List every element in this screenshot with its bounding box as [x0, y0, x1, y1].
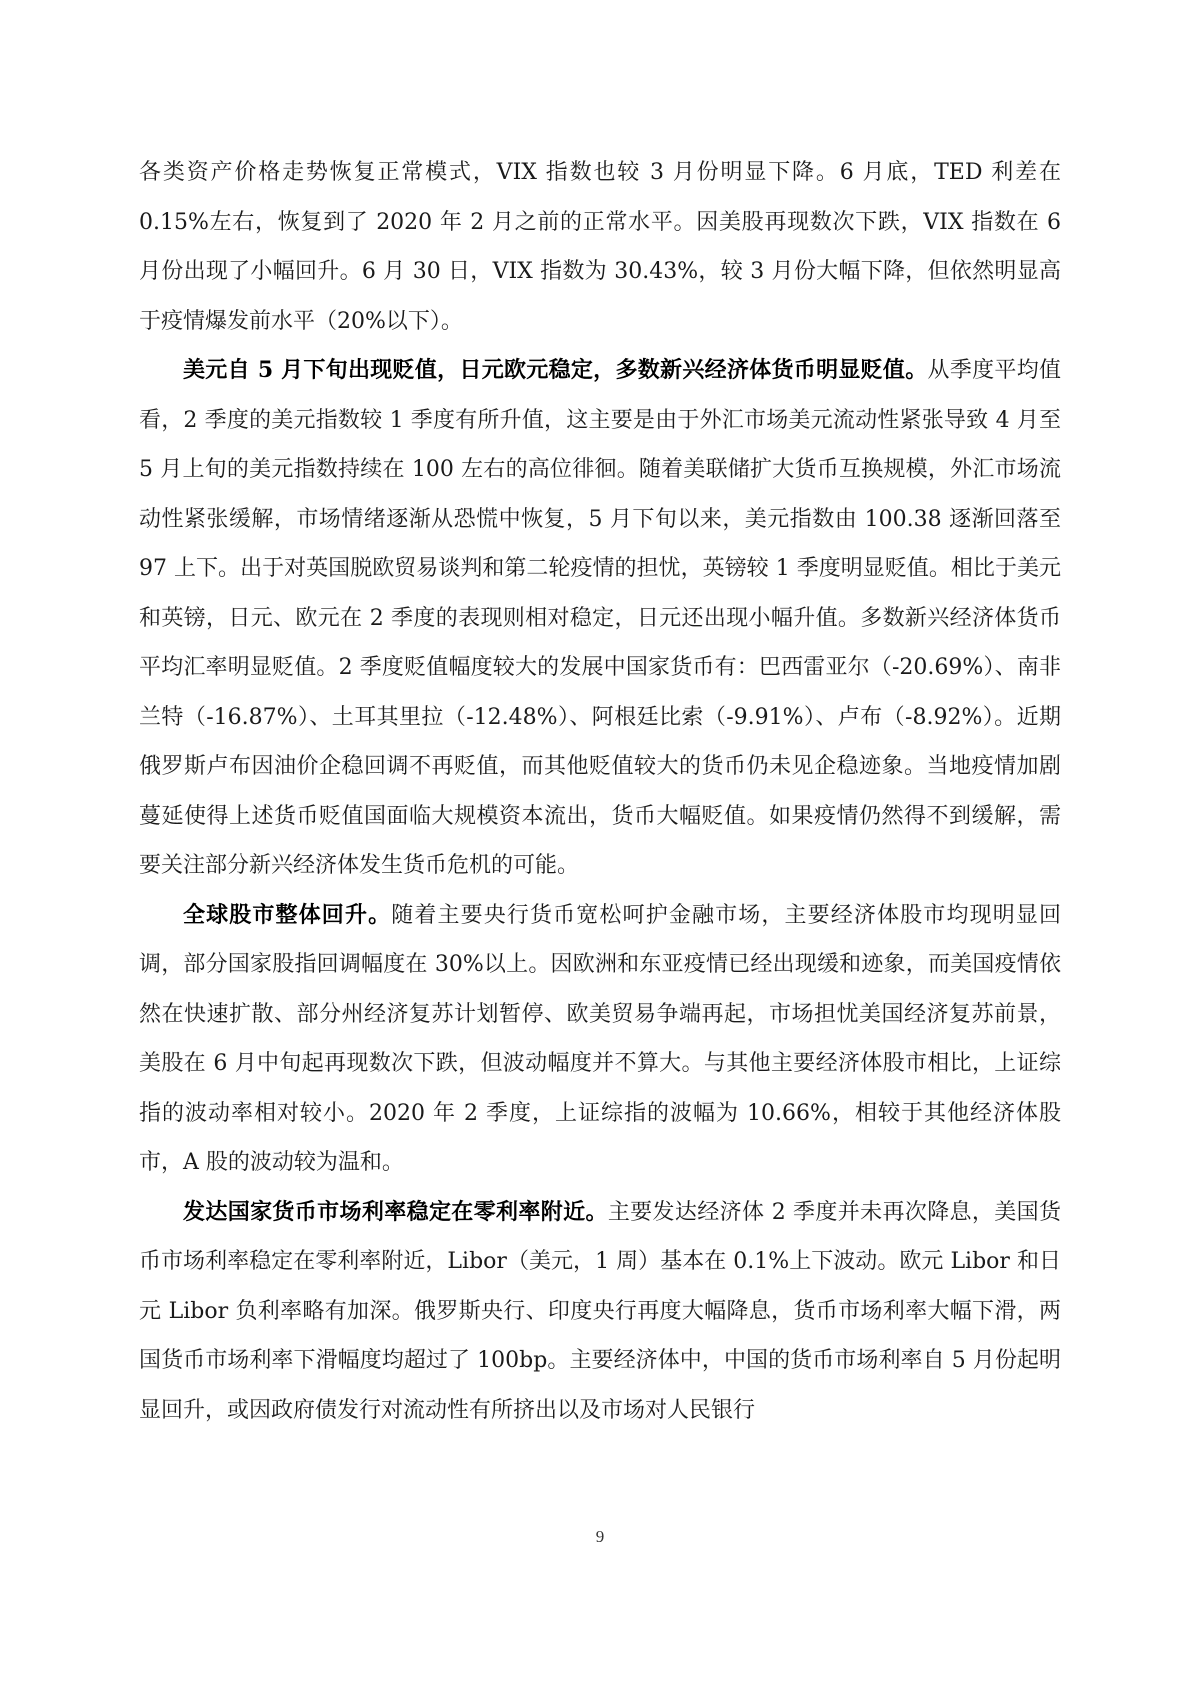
paragraph-text: 从季度平均值看，2 季度的美元指数较 1 季度有所升值，这主要是由于外汇市场美元流动性紧张导致 4 月至 5 月上旬的美元指数持续在 100 左右的高位徘徊。随着美联储扩大货币互换规模，外汇市场流动性紧张缓解，市场情绪逐渐从恐慌中恢复，5 月下旬以来，美元指数由 100.38 逐渐回落至 97 上下。出于对英国脱欧贸易谈判和第二轮疫情的担忧，英镑较 1 季度明显贬值。相比于美元和英镑，日元、欧元在 2 季度的表现则相对稳定，日元还出现小幅升值。多数新兴经济体货币平均汇率明显贬值。2 季度贬值幅度较大的发展中国家货币有：巴西雷亚尔（-20.69%）、南非兰特（-16.87%）、土耳其里拉（-12.48%）、阿根廷比索（-9.91%）、卢布（-8.92%）。近期俄罗斯卢布因油价企稳回调不再贬值，而其他贬值较大的货币仍未见企稳迹象。当地疫情加剧蔓延使得上述货币贬值国面临大规模资本流出，货币大幅贬值。如果疫情仍然得不到缓解，需要关注部分新兴经济体发生货币危机的可能。	[139, 358, 1061, 878]
paragraph-text: 随着主要央行货币宽松呵护金融市场，主要经济体股市均现明显回调，部分国家股指回调幅度在 30%以上。因欧洲和东亚疫情已经出现缓和迹象，而美国疫情依然在快速扩散、部分州经济复苏计划暂停、欧美贸易争端再起，市场担忧美国经济复苏前景，美股在 6 月中旬起再现数次下跌，但波动幅度并不算大。与其他主要经济体股市相比，上证综指的波动率相对较小。2020 年 2 季度，上证综指的波幅为 10.66%，相较于其他经济体股市，A 股的波动较为温和。	[139, 902, 1061, 1175]
paragraph-heading: 发达国家货币市场利率稳定在零利率附近。	[183, 1198, 608, 1225]
paragraph-vix-ted	[139, 148, 1061, 346]
paragraph-stock-market	[139, 891, 1061, 1188]
paragraph-currency	[139, 346, 1061, 891]
paragraph-heading: 美元自 5 月下旬出现贬值，日元欧元稳定，多数新兴经济体货币明显贬值。	[183, 357, 928, 383]
paragraph-text: 主要发达经济体 2 季度并未再次降息，美国货币市场利率稳定在零利率附近，Libor（美元，1 周）基本在 0.1%上下波动。欧元 Libor 和日元 Libor 负利率略有加深。俄罗斯央行、印度央行再度大幅降息，货币市场利率大幅下滑，两国货币市场利率下滑幅度均超过了 100bp。主要经济体中，中国的货币市场利率自 5 月份起明显回升，或因政府债发行对流动性有所挤出以及市场对人民银行	[139, 1199, 1061, 1423]
paragraph-heading: 全球股市整体回升。	[183, 901, 392, 928]
paragraph-money-market	[139, 1188, 1061, 1436]
paragraph-text: 各类资产价格走势恢复正常模式，VIX 指数也较 3 月份明显下降。6 月底，TED 利差在 0.15%左右，恢复到了 2020 年 2 月之前的正常水平。因美股再现数次下跌，VIX 指数在 6 月份出现了小幅回升。6 月 30 日，VIX 指数为 30.43%，较 3 月份大幅下降，但依然明显高于疫情爆发前水平（20%以下）。	[139, 160, 1061, 334]
body-text	[139, 148, 1061, 1435]
page-number: 9	[595, 1527, 605, 1546]
